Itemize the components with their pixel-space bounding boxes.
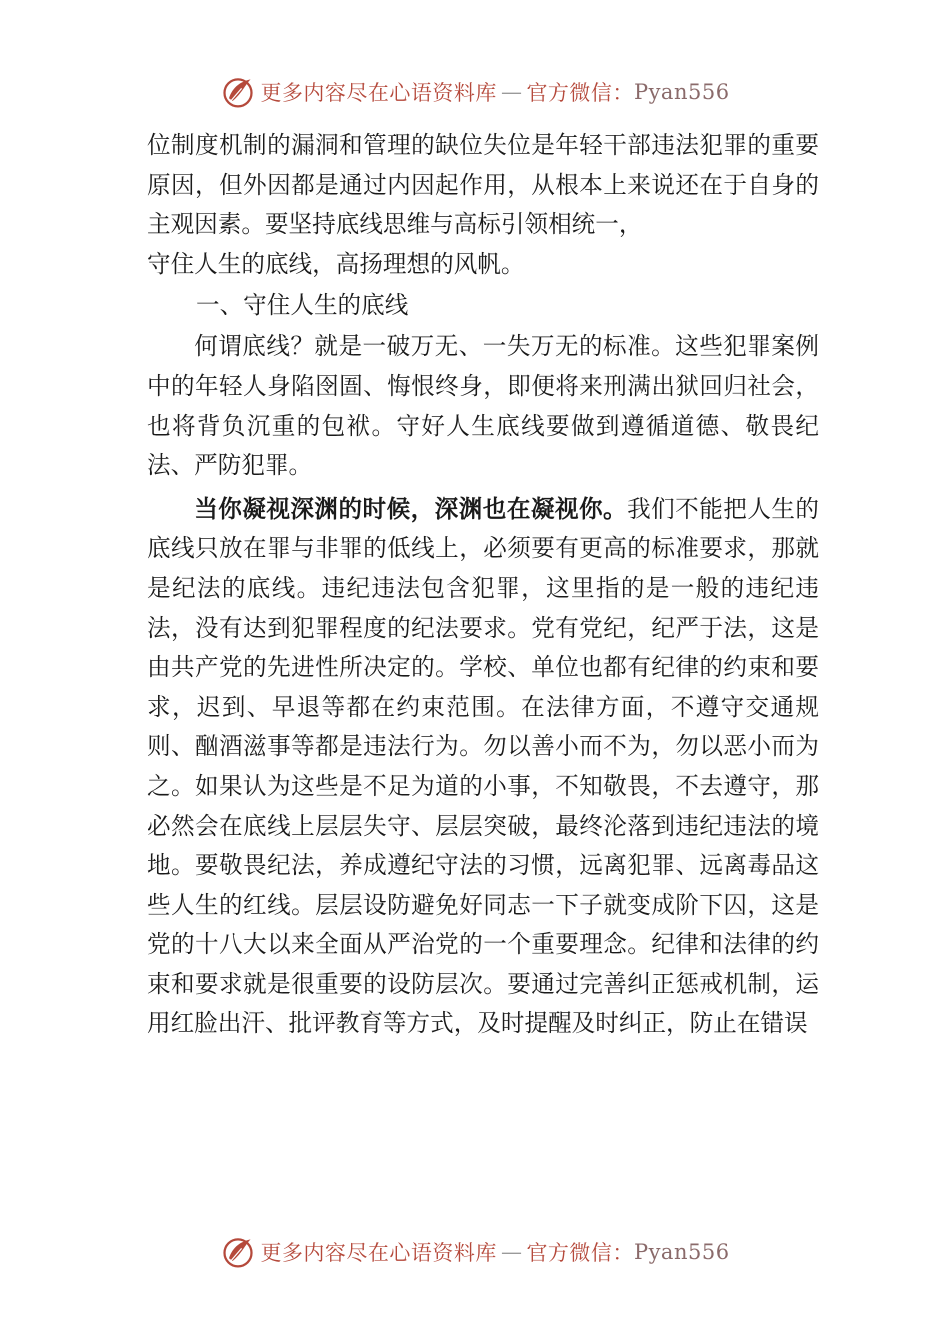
footer-watermark [0,1234,950,1270]
watermark-title: 更多内容尽在心语资料库 [260,1241,497,1265]
header-watermark [0,74,950,110]
leaf-seal-icon [220,1234,256,1270]
section-heading: 一、守住人生的底线 [196,291,409,320]
watermark-title: 更多内容尽在心语资料库 [260,81,497,105]
paragraph-intro: 位制度机制的漏洞和管理的缺位失位是年轻干部违法犯罪的重要原因，但外因都是通过内因起作用，从根本上来说还在于自身的主观因素。要坚持底线思维与高标引领相统一， [147,131,819,239]
paragraph-bottom-line: 何谓底线？就是一破万无、一失万无的标准。这些犯罪案例中的年轻人身陷囹圄、悔恨终身，即便将来刑满出狱回归社会，也将背负沉重的包袱。守好人生底线要做到遵循道德、敬畏纪法、严防犯罪。 [147,332,819,480]
leaf-seal-icon [220,74,256,110]
watermark-separator: — [500,1240,523,1264]
paragraph-intro-last: 守住人生的底线，高扬理想的风帆。 [147,249,525,278]
paragraph-discipline [147,490,819,1044]
watermark-label: 官方微信： [526,1241,634,1265]
watermark-account: Pyan556 [633,1240,730,1264]
watermark-label: 官方微信： [526,81,634,105]
watermark-separator: — [500,80,523,104]
watermark-account: Pyan556 [633,80,730,104]
document-body [147,126,819,1044]
paragraph-discipline-text: 我们不能把人生的底线只放在罪与非罪的低线上，必须要有更高的标准要求，那就是纪法的底线。违纪违法包含犯罪，这里指的是一般的违纪违法，没有达到犯罪程度的纪法要求。党有党纪，纪严于法，这是由共产党的先进性所决定的。学校、单位也都有纪律的约束和要求，迟到、早退等都在约束范围。在法律方面，不遵守交通规则、酗酒滋事等都是违法行为。勿以善小而不为，勿以恶小而为之。如果认为这些是不足为道的小事，不知敬畏，不去遵守，那必然会在底线上层层失守、层层突破，最终沦落到违纪违法的境地。要敬畏纪法，养成遵纪守法的习惯，远离犯罪、远离毒品这些人生的红线。层层设防避免好同志一下子就变成阶下囚，这是党的十八大以来全面从严治党的一个重要理念。纪律和法律的约束和要求就是很重要的设防层次。要通过完善纠正惩戒机制，运用红脸出汗、批评教育等方式，及时提醒及时纠正，防止在错误 [147,494,820,1038]
emphasis-quote: 当你凝视深渊的时候，深渊也在凝视你。 [194,494,628,523]
